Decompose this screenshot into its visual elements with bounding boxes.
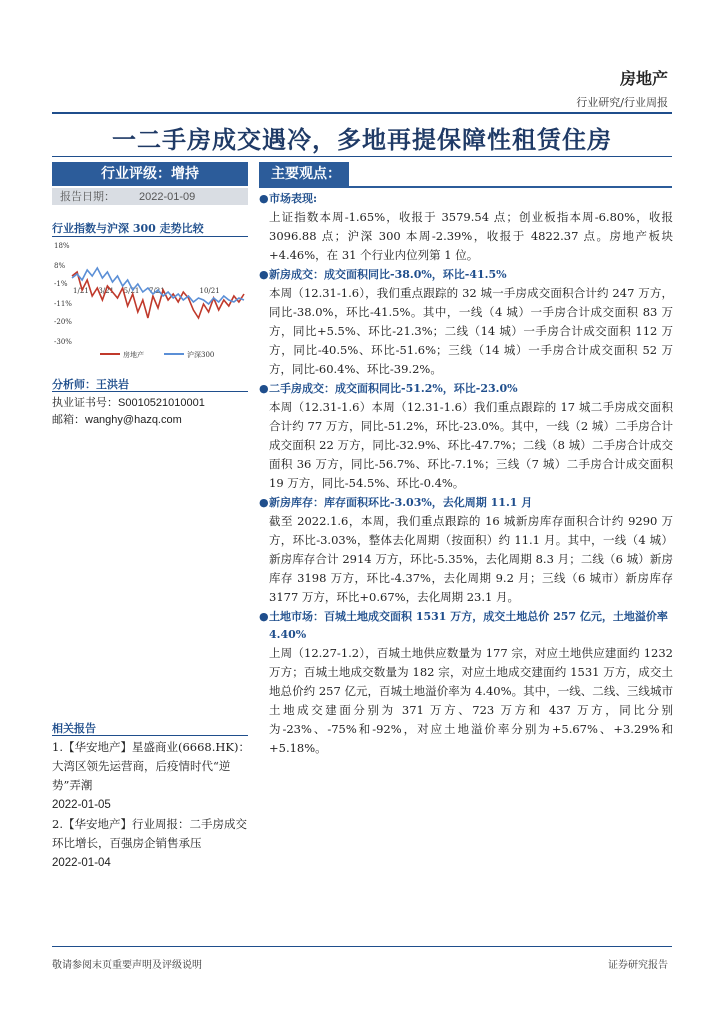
bullet-icon: ● xyxy=(259,496,269,509)
footer-disclaimer[interactable]: 敬请参阅末页重要声明及评级说明 xyxy=(52,960,202,971)
related-rule xyxy=(52,735,248,736)
related-item[interactable] xyxy=(52,738,252,815)
related-title: 相关报告 xyxy=(52,722,96,735)
chart-section-title: 行业指数与沪深 300 走势比较 xyxy=(52,222,204,235)
legend-label: 沪深300 xyxy=(187,351,215,359)
rating-box: 行业评级：增持 xyxy=(52,162,248,186)
x-tick-label: 5/21 xyxy=(123,287,140,295)
view-heading-second-hand xyxy=(259,380,673,398)
related-item-date: 2022-01-04 xyxy=(52,857,111,869)
analyst-cert xyxy=(52,394,205,410)
title-rule xyxy=(52,156,672,157)
cert-value: S0010521010001 xyxy=(118,397,205,409)
view-heading-text: 市场表现: xyxy=(269,192,318,205)
view-body-land: 上周（12.27-1.2），百城土地供应数量为 177 宗，对应土地供应建面约 1232 万方；百城土地成交数量为 182 宗，对应土地成交建面约 1531 万方，成交土地总价约 257 亿元，百城土地溢价率为 4.40%。其中，一线、二线、三线城市土地成交建面分别为 371 万方、723 万方和 437 万方，同比分别为-23%、-75%和-92%，对应土地溢价率分别为+5.67%、+3.29%和+5.18%。 xyxy=(269,646,673,755)
legend-label: 房地产 xyxy=(123,351,144,359)
y-tick-label: 18% xyxy=(54,242,70,250)
header-rule xyxy=(52,112,672,114)
views-header: 主要观点： xyxy=(259,162,349,186)
series-line-1 xyxy=(72,268,244,304)
bullet-icon: ● xyxy=(259,610,269,623)
bullet-icon: ● xyxy=(259,192,269,205)
related-item-text: 2.【华安地产】行业周报：二手房成交环比增长，百强房企销售承压 xyxy=(52,817,247,850)
report-date-label: 报告日期： xyxy=(60,190,115,203)
x-tick-label: 3/21 xyxy=(98,287,115,295)
header-subtitle: 行业研究/行业周报 xyxy=(576,96,668,109)
view-heading-new-home xyxy=(259,266,673,284)
y-tick-label: -30% xyxy=(54,338,72,346)
view-body-second-hand: 本周（12.31-1.6）本周（12.31-1.6）我们重点跟踪的 17 城二手房成交面积合计约 77 万方，同比-51.2%，环比-23.0%。其中，一线（2 城）二手房合计成交面积 22 万方，同比-32.9%、环比-47.7%；二线（8 城）二手房合计成交面积 36 万方，同比-56.7%、环比-7.1%；三线（7 城）二手房合计成交面积 19 万方，同比-54.5%、环比-0.4%。 xyxy=(269,400,673,490)
cert-label: 执业证书号： xyxy=(52,396,118,409)
view-body-market: 上证指数本周-1.65%，收报于 3579.54 点；创业板指本周-6.80%，收报 3096.88 点；沪深 300 本周-2.39%，收报于 4822.37 点。房地产板块+4.46%，在 31 个行业内位列第 1 位。 xyxy=(269,210,673,262)
report-date xyxy=(52,188,248,205)
view-body-inventory: 截至 2022.1.6，本周，我们重点跟踪的 16 城新房库存面积合计约 9290 万方，环比-3.03%，整体去化周期（按面积）约 11.1 月。其中，一线（4 城）新房库存合计 2914 万方，环比-5.35%，去化周期 8.3 月；二线（6 城）新房库存 3198 万方，环比-4.37%，去化周期 9.2 月；三线（6 城市）新房库存 3177 万方，环比+0.67%，去化周期 23.1 月。 xyxy=(269,514,673,604)
y-tick-label: 8% xyxy=(54,262,66,270)
related-reports xyxy=(52,738,252,873)
view-heading-text: 二手房成交：成交面积同比-51.2%，环比-23.0% xyxy=(269,382,518,395)
email-value[interactable]: wanghy@hazq.com xyxy=(85,414,182,426)
x-tick-label: 10/21 xyxy=(199,287,220,295)
y-tick-label: -1% xyxy=(54,280,68,288)
related-item[interactable] xyxy=(52,815,252,873)
page-title: 一二手房成交遇冷，多地再提保障性租赁住房 xyxy=(112,125,612,154)
index-comparison-chart xyxy=(52,236,248,366)
footer-rule xyxy=(52,946,672,947)
analyst-email xyxy=(52,411,182,427)
views-rule xyxy=(259,186,672,188)
footer-report-type: 证券研究报告 xyxy=(608,960,668,971)
related-item-text: 1.【华安地产】星盛商业(6668.HK)：大湾区领先运营商，后疫情时代“逆势”弄潮 xyxy=(52,740,250,792)
bullet-icon: ● xyxy=(259,382,269,395)
analyst-title: 分析师：王洪岩 xyxy=(52,378,129,391)
analyst-rule xyxy=(52,391,248,392)
view-heading-text: 土地市场：百城土地成交面积 1531 万方，成交土地总价 257 亿元，土地溢价率 4.40% xyxy=(269,610,668,641)
view-heading-text: 新房库存：库存面积环比-3.03%，去化周期 11.1 月 xyxy=(269,496,533,509)
related-item-date: 2022-01-05 xyxy=(52,799,111,811)
x-tick-label: 7/21 xyxy=(148,287,165,295)
y-tick-label: -20% xyxy=(54,318,72,326)
y-tick-label: -11% xyxy=(54,300,72,308)
view-heading-land xyxy=(259,608,673,644)
report-date-value: 2022-01-09 xyxy=(139,191,196,203)
view-heading-market xyxy=(259,190,673,208)
series-line-0 xyxy=(72,272,244,318)
view-heading-text: 新房成交：成交面积同比-38.0%，环比-41.5% xyxy=(269,268,507,281)
view-body-new-home: 本周（12.31-1.6），我们重点跟踪的 32 城一手房成交面积合计约 247 万方，同比-38.0%，环比-41.5%。其中，一线（4 城）一手房合计成交面积 83 万方，同比+5.5%、环比-21.3%；二线（14 城）一手房合计成交面积 112 万方，同比-40.5%、环比-51.6%；三线（14 城）一手房合计成交面积 52 万方，同比-60.4%、环比-39.2%。 xyxy=(269,286,673,376)
email-label: 邮箱： xyxy=(52,413,85,426)
bullet-icon: ● xyxy=(259,268,269,281)
view-heading-inventory xyxy=(259,494,673,512)
x-tick-label: 1/21 xyxy=(73,287,89,295)
main-views xyxy=(259,190,673,759)
header-category: 房地产 xyxy=(619,69,668,88)
